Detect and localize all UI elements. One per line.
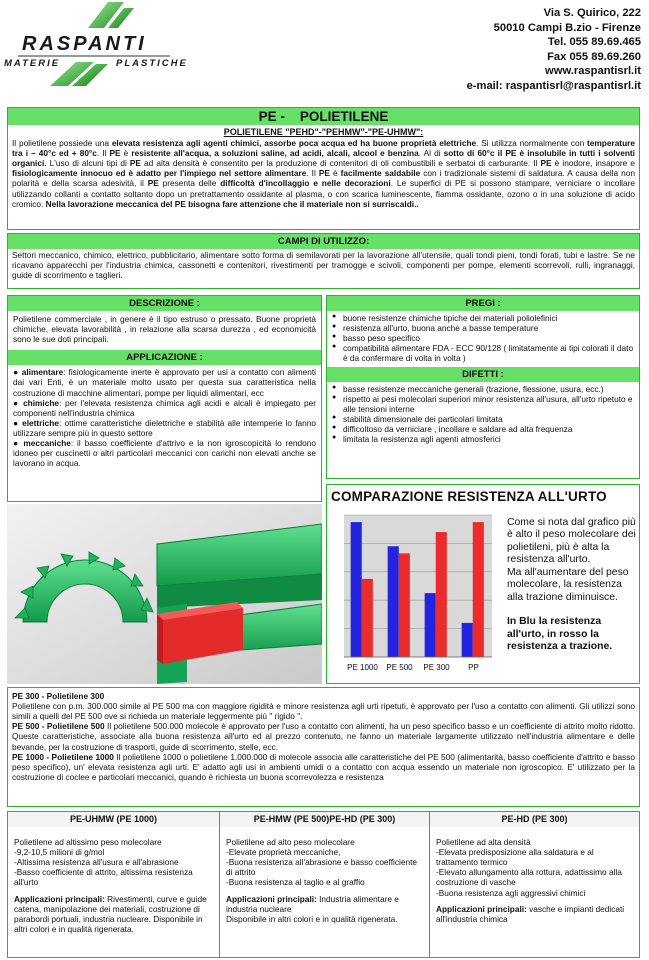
company-logo bbox=[0, 0, 200, 90]
difetti-item: ● difficoltoso da verniciare , incollare e saldare ad alta frequenza bbox=[332, 424, 634, 434]
chart-bar bbox=[462, 623, 473, 657]
difetti-item: ● rispetto ai pesi molecolari superiori minor resistenza all'usura, all'urto ripetuto e alle tensioni interne bbox=[332, 394, 634, 414]
chart-bar bbox=[351, 522, 362, 657]
pregi-item: ● buone resistenze chimiche tipiche dei materiali poliolefinici bbox=[332, 313, 634, 323]
applicazione-item: ● elettriche: ottime caratteristiche dielettriche e stabilità alle intemperie lo fanno utilizzare sempre più in questo settore bbox=[13, 417, 316, 438]
grade-column-title: PE-HD (PE 300) bbox=[430, 812, 639, 827]
product-illustration-icon bbox=[7, 504, 322, 684]
grade-line: -Elevata predisposizione alla saldatura e al trattamento termico bbox=[436, 847, 594, 868]
grade-applications: Applicazioni principali: vasche e impianti dedicati all'industria chimica bbox=[436, 903, 625, 924]
grade-column bbox=[430, 812, 639, 957]
applicazione-item: ● alimentare: fisiologicamente inerte è approvato per usi a contatto con alimenti dai vari Enti, è un materiale molto usato per questa sua caratteristica nella costruzione di macchine alimentari, pompe per liquidi alimentari, ecc bbox=[13, 367, 316, 398]
pregi-list bbox=[327, 311, 639, 367]
descrizione-title: DESCRIZIONE : bbox=[8, 296, 321, 311]
grades-table bbox=[7, 811, 640, 958]
chart-category-label: PP bbox=[468, 663, 479, 672]
chart-bar bbox=[473, 522, 484, 657]
website-link[interactable]: www.raspantisrl.it bbox=[545, 65, 641, 78]
fax: Fax 055 89.69.260 bbox=[547, 50, 641, 63]
descrizione-text: Polietilene commerciale , in genere è il tipo estruso o pressato. Buone proprietà chimiche, elevata lavorabilità , in relazione alla scarsa durezza , ed economicità sono le sue doti principali. bbox=[13, 314, 316, 345]
chart-bar bbox=[399, 553, 410, 657]
intro-paragraph: Il polietilene possiede una elevata resistenza agli agenti chimici, assorbe poca acqua ed ha buone proprietà elettriche. Si utilizza normalmente con temperature tra i – 40°c ed + 80°c. Il PE è resistente all'acqua, a soluzioni saline, ad acidi, alcali, alcool e benzina. Al di sotto di 60°c il PE è insolubile in tutti i solventi organici. L'uso di alcuni tipi di PE ad alta densità è consentito per la produzione di contenitori di oli combustibili e serbatoi di carburante. Il PE è inodore, insapore e fisiologicamente innocuo ed è adatto per l'impiego nel settore alimentare. Il PE è facilmente saldabile con i tradizionale sistemi di saldatura. A causa della non polarità e della scarsa adesività, il PE presenta delle difficoltà d'incollaggio e nelle decorazioni. Le superfici di PE si possono stampare, verniciare o incollare utilizzando collanti a contatto soltanto dopo un pretrattamento ossidante al plasma, o con scarica luminescente, fiamma ossidante, ozono o in una soluzione di acido cromico. Nella lavorazione meccanica del PE bisogna fare attenzione che il materiale non si surriscaldi.. bbox=[12, 138, 635, 209]
chart-bar bbox=[425, 593, 436, 657]
grade-line: Polietilene ad alto peso molecolare bbox=[226, 837, 355, 847]
applicazione-list bbox=[8, 365, 321, 470]
grade-line: Polietilene ad altissimo peso molecolare bbox=[14, 837, 162, 847]
grade-column-title: PE-HMW (PE 500)PE-HD (PE 300) bbox=[220, 812, 429, 827]
campi-title: CAMPI DI UTILIZZO: bbox=[8, 234, 639, 249]
pe300-text: Polietilene con p.m. 300.000 simile al PE 500 ma con maggiore rigidità e minore resistenza agli urti ripetuti, è approvato per l'uso a contatto con alimenti. Gli utilizzi sono simili a quelli del PE 500 ove si richieda un materiale leggermente più " rigido ". bbox=[12, 701, 635, 722]
applicazione-item: ● chimiche: per l'elevata resistenza chimica agli acidi e alcali è impiegato per componenti nell'industria chimica bbox=[13, 397, 316, 418]
page-title: PE - POLIETILENE bbox=[8, 108, 639, 125]
grade-column-title: PE-UHMW (PE 1000) bbox=[8, 812, 219, 827]
tagline-left: MATERIE bbox=[4, 58, 61, 69]
grade-line: -Basso coefficiente di attrito, altissima resistenza all'urto bbox=[14, 867, 193, 888]
impact-chart bbox=[330, 507, 505, 683]
grade-column bbox=[220, 812, 430, 957]
pregi-item: ● basso peso specifico bbox=[332, 333, 634, 343]
company-name: RASPANTI bbox=[22, 33, 147, 55]
difetti-item: ● stabilità dimensionale dei particolari limitata bbox=[332, 414, 634, 424]
address: Via S. Quirico, 222 bbox=[543, 7, 641, 19]
comparazione-title: COMPARAZIONE RESISTENZA ALL'URTO bbox=[331, 489, 607, 504]
pe-types-box bbox=[7, 687, 640, 807]
chart-category-label: PE 500 bbox=[386, 663, 413, 672]
contact-block bbox=[467, 6, 641, 93]
chart-category-label: PE 1000 bbox=[347, 663, 378, 672]
pregi-item: ● compatibilità alimentare FDA - ECC 90/128 ( limitatamente ai tipi colorati il dato è da confermare di volta in volta ) bbox=[332, 343, 634, 363]
pe300-title: PE 300 - Polietilene 300 bbox=[12, 691, 105, 701]
grade-line: -Elevate proprietà meccaniche, bbox=[226, 847, 341, 858]
applicazione-title: APPLICAZIONE : bbox=[8, 350, 321, 365]
comparazione-text-1: Come si nota dal grafico più è alto il peso molecolare dei polietileni, più è alta la resistenza all'urto. bbox=[507, 517, 636, 566]
grade-line: -Buona resistenza al taglio e al graffio bbox=[226, 877, 365, 888]
comparazione-text-2: Ma all'aumentare del peso molecolare, la resistenza alla trazione diminuisce. bbox=[507, 566, 629, 603]
comparazione-notes bbox=[507, 517, 637, 654]
email-link[interactable]: e-mail: raspantisrl@raspantisrl.it bbox=[466, 79, 641, 92]
grade-line: -Altissima resistenza all'usura e all'abrasione bbox=[14, 857, 179, 868]
product-photo bbox=[7, 504, 322, 684]
difetti-item: ● basse resistenze meccaniche generali (trazione, flessione, usura, ecc.) bbox=[332, 384, 634, 394]
tagline-right: PLASTICHE bbox=[116, 58, 188, 69]
grade-applications: Applicazioni principali: Rivestimenti, curve e guide catena, manipolazione dei materiali, costruzione di parabordi portuali, industria nucleare. Disponibile in altri colori e in qualità rigenerata. bbox=[14, 893, 207, 934]
chart-bar bbox=[362, 579, 373, 657]
pregi-box bbox=[326, 295, 640, 479]
grade-line: -9,2-10,5 milioni di g/mol bbox=[14, 847, 105, 858]
chart-category-label: PE 300 bbox=[423, 663, 450, 672]
pe500-paragraph: PE 500 - Polietilene 500 Il polietilene 500.000 molecole è approvato per l'uso a contatto con alimenti, ha un peso specifico basso e un coefficiente di attrito molto ridotto. Queste caratteristiche, associate alla buona resistenza all'urto ed al prezzo contenuto, ne fanno un materiale largamente utilizzato nell'industria alimentare e delle bevande, per la costruzione di trasporti, guide di scorrimento, stelle, ecc. bbox=[12, 721, 635, 752]
grade-line: -Elevato allungamento alla rottura, adattissimo alla costruzione di vasche bbox=[436, 867, 622, 888]
difetti-list bbox=[327, 382, 639, 447]
grade-extra: Disponibile in altri colori e in qualità rigenerata. bbox=[226, 913, 398, 924]
grade-line: -Buona resistenza agli aggressivi chimici bbox=[436, 887, 586, 898]
comparazione-legend-text: In Blu la resistenza all'urto, in rosso la resistenza a trazione. bbox=[507, 616, 613, 653]
grade-line: Polietilene ad alta densità bbox=[436, 837, 531, 847]
telephone: Tel. 055 89.69.465 bbox=[547, 36, 641, 49]
descrizione-box bbox=[7, 295, 322, 502]
campi-box bbox=[7, 233, 640, 289]
intro-box bbox=[7, 107, 640, 230]
difetti-item: ● limitata la resistenza agli agenti atmosferici bbox=[332, 434, 634, 444]
difetti-title: DIFETTI : bbox=[327, 367, 639, 382]
pe1000-paragraph: PE 1000 - Polietilene 1000 Il polietilene 1000 o polietilene 1.000.000 di molecole associa alle caratteristiche del PE 500 (alimentarità, basso coefficiente d'attrito e basso peso specifico), un' elevata resistenza agli urti. E' adatto agli usi in ambienti umidi o a contatto con acqua essendo un materiale non igroscopico. E' utilizzato per la costruzione di coclee e particolari meccanici, quando è richiesta un buona scorrevolezza e resistenza bbox=[12, 751, 635, 782]
city: 50010 Campi B.zio - Firenze bbox=[493, 21, 641, 34]
chart-bar bbox=[436, 532, 447, 657]
chart-bar bbox=[388, 546, 399, 657]
grade-applications: Applicazioni principali: Industria alimentare e industria nucleare bbox=[226, 893, 399, 914]
campi-text: Settori meccanico, chimico, elettrico, pubblicitario, alimentare sotto forma di semilavorati per la lavorazione all'utensile, quali tondi pieni, tondi forati, tubi e lastre. Se ne ricavano apparecchi per l'industria chimica, cassonetti e contenitori, rivestimenti per tramogge e scivoli, componenti per pompe, elementi scorrevoli, rulli, ingranaggi, guide di scorrimento e taglieri. bbox=[12, 250, 635, 281]
applicazione-item: ● meccaniche: il basso coefficiente d'attrivo e la non igroscopicità lo rendono idoneo per cuscinetti o altri particolari meccanici con carichi non elevati anche se lavorano in acqua. bbox=[13, 438, 316, 469]
pregi-item: ● resistenza all'urto, buona anche a basse temperature bbox=[332, 323, 634, 333]
intro-subtitle: POLIETILENE "PEHD"-"PEHMW"-"PE-UHMW": bbox=[223, 127, 424, 137]
grade-column bbox=[8, 812, 220, 957]
grade-line: -Buona resistenza all'abrasione e basso coefficiente di attrito bbox=[226, 857, 417, 878]
comparazione-box bbox=[326, 484, 640, 684]
pregi-title: PREGI : bbox=[327, 296, 639, 311]
